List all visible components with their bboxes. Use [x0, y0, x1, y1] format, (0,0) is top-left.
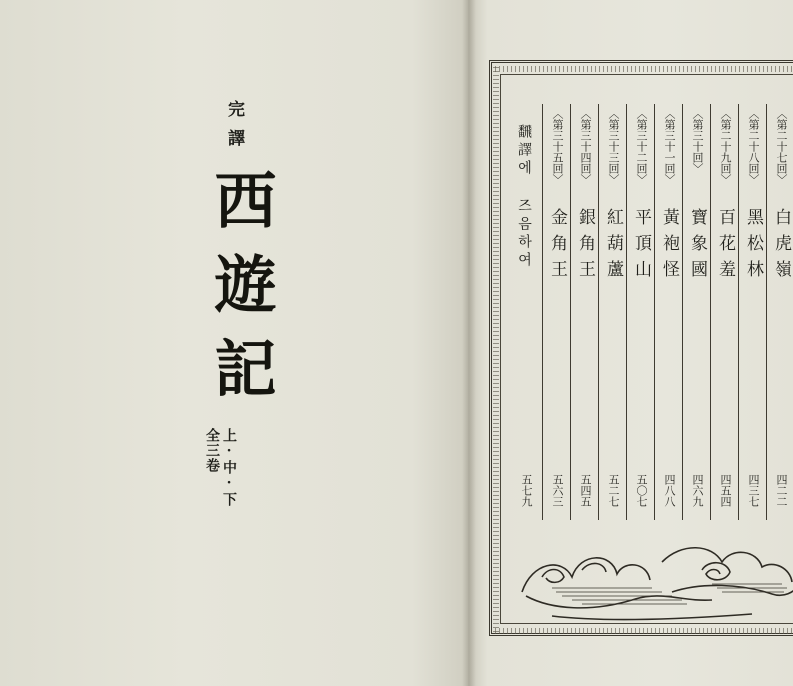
toc-page-number: 五〇七 — [635, 474, 648, 507]
toc-entry — [542, 104, 569, 520]
toc-chapter-number: 〈第二十八回〉 — [747, 108, 760, 185]
book-gutter — [462, 0, 476, 686]
toc-page-number: 四三七 — [747, 474, 760, 507]
toc-page-number: 五七九 — [520, 474, 533, 507]
toc-chapter-number: 〈第三十三回〉 — [607, 108, 620, 185]
toc-page-number: 四八八 — [663, 474, 676, 507]
toc-entry — [626, 104, 653, 520]
toc-page-number: 四六九 — [691, 474, 704, 507]
toc-entry — [766, 104, 793, 520]
toc-chapter-title: 黑松林 — [743, 208, 763, 286]
cloud-wave-illustration — [512, 522, 793, 626]
toc-page-number: 四二二 — [775, 474, 788, 507]
toc-entry — [738, 104, 765, 520]
toc-chapter-title: 寶象國 — [687, 208, 707, 286]
toc-chapter-number: 〈第三十五回〉 — [551, 108, 564, 185]
toc-page-number: 四五四 — [719, 474, 732, 507]
volume-count: 全三卷 — [204, 428, 220, 473]
volume-parts: 上·中·下 — [221, 428, 237, 507]
book-title: 西遊記 — [204, 168, 277, 420]
toc-chapter-title: 百花羞 — [715, 208, 735, 286]
toc-entry — [710, 104, 737, 520]
toc-entry — [654, 104, 681, 520]
toc-entry — [570, 104, 597, 520]
toc-afterword-title: 飜譯에 즈음하여 — [516, 124, 532, 270]
toc-chapter-title: 黃袍怪 — [659, 208, 679, 286]
toc-chapter-number: 〈第三十四回〉 — [579, 108, 592, 185]
toc-page-number: 五四五 — [579, 474, 592, 507]
toc-chapter-number: 〈第二十七回〉 — [775, 108, 788, 185]
toc-chapter-title: 平頂山 — [631, 208, 651, 286]
toc-page-number: 五六三 — [551, 474, 564, 507]
toc-chapter-number: 〈第三十回〉 — [691, 108, 704, 174]
edition-label: 完譯 — [224, 100, 244, 158]
toc-chapter-title: 紅葫蘆 — [603, 208, 623, 286]
toc-entry — [682, 104, 709, 520]
toc-chapter-title: 金角王 — [547, 208, 567, 286]
toc-chapter-title: 白虎嶺 — [771, 208, 791, 286]
toc-page-number: 五二七 — [607, 474, 620, 507]
toc-border-top-hatch — [495, 66, 793, 72]
toc-afterword — [512, 104, 538, 520]
toc-chapter-title: 銀角王 — [575, 208, 595, 286]
toc-chapter-number: 〈第三十一回〉 — [663, 108, 676, 185]
toc-border-bottom-hatch — [495, 628, 793, 634]
toc-border-left-hatch — [493, 66, 499, 632]
toc-chapter-number: 〈第三十二回〉 — [635, 108, 648, 185]
toc-entry — [598, 104, 625, 520]
toc-chapter-number: 〈第二十九回〉 — [719, 108, 732, 185]
